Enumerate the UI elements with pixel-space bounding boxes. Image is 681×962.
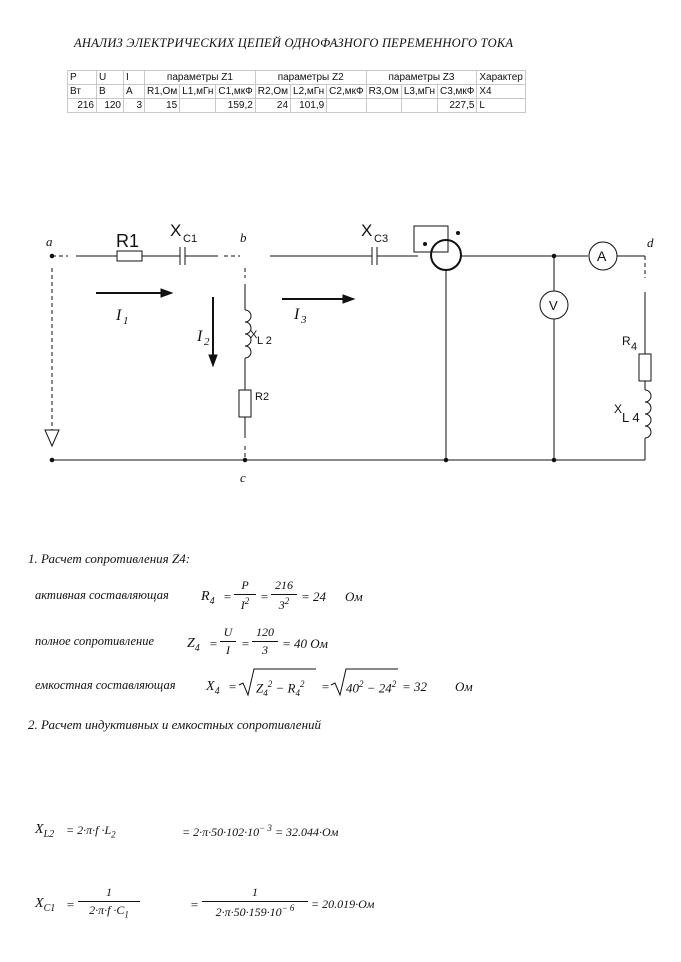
- xc1-sub: C1: [183, 233, 198, 245]
- equals-sign: =: [190, 897, 199, 912]
- table-row: [68, 85, 526, 99]
- fraction-bar: [271, 594, 297, 595]
- table-cell: I: [124, 71, 145, 85]
- r4-lhs: $R_4$: [201, 589, 215, 607]
- current-arrow-i2-head: [209, 355, 217, 366]
- i3-label: I: [294, 306, 300, 323]
- i1-sub: 1: [123, 315, 129, 327]
- denominator: $2\cdot\pi\cdot 50\cdot 159\cdot 10^{- 6}$: [215, 903, 295, 919]
- table-cell: А: [124, 85, 145, 99]
- node-dot: [552, 254, 556, 258]
- xc1-label: X: [170, 221, 182, 240]
- i2-sub: 2: [204, 336, 210, 348]
- wattmeter-coil-box: [414, 226, 448, 252]
- table-cell: X4: [477, 85, 526, 99]
- numerator: P: [241, 578, 249, 592]
- denominator: $I^2$: [240, 596, 250, 612]
- fraction-xc1-calc: [202, 885, 308, 920]
- i1-label: I: [116, 307, 122, 324]
- table-cell: Вт: [68, 85, 97, 99]
- table-cell: 216: [68, 99, 97, 113]
- wattmeter-dot: [424, 243, 427, 246]
- table-cell: P: [68, 71, 97, 85]
- denominator: $3^2$: [278, 596, 290, 612]
- r4-label: R: [622, 334, 631, 348]
- fraction-216-over-32: [271, 578, 297, 613]
- node-c-label: c: [240, 470, 246, 485]
- table-cell: L: [477, 99, 526, 113]
- node-dot: [50, 254, 54, 258]
- table-cell: [401, 99, 437, 113]
- table-cell: 15: [145, 99, 180, 113]
- table-cell: 101,9: [291, 99, 327, 113]
- fraction-u-over-i: [220, 625, 236, 658]
- node-d-label: d: [647, 235, 654, 250]
- table-cell: 3: [124, 99, 145, 113]
- table-cell: параметры Z3: [366, 71, 477, 85]
- table-cell: R1,Ом: [145, 85, 180, 99]
- node-dot: [243, 458, 247, 462]
- xl2-sub: L 2: [257, 335, 272, 347]
- xl4-sub: L 4: [622, 410, 640, 425]
- full-label: полное сопротивление: [35, 634, 155, 648]
- equals-sign: =: [223, 589, 232, 604]
- x4-lhs: $X_4$: [206, 679, 220, 697]
- cap-label: емкостная составляющая: [35, 678, 176, 692]
- table-cell: параметры Z1: [145, 71, 256, 85]
- xc1-lhs: $X_{C1}$: [35, 896, 56, 914]
- xc3-sub: C3: [374, 233, 389, 245]
- xc1-result: = 20.019·Ом: [311, 897, 375, 911]
- equals-sign: =: [209, 636, 218, 651]
- fraction-xc1-definition: [78, 885, 140, 919]
- cap-result: = 32: [402, 679, 428, 694]
- node-b-label: b: [240, 230, 247, 245]
- equals-sign: =: [321, 679, 330, 694]
- source-arrow: [45, 430, 59, 446]
- current-arrow-i1-head: [161, 289, 172, 297]
- wattmeter-dot: [457, 232, 460, 235]
- xl2-definition: = $2\cdot\pi\cdot f \cdot L_2$: [66, 823, 116, 840]
- table-cell: В: [97, 85, 124, 99]
- table-cell: параметры Z2: [255, 71, 366, 85]
- table-cell: 120: [97, 99, 124, 113]
- equals-sign: =: [260, 589, 269, 604]
- active-label: активная составляющая: [35, 588, 169, 602]
- xl2-calc: = $2\cdot\pi\cdot 50\cdot 102\cdot 10^{- 3} = 32.044\cdot Ом$: [182, 823, 339, 839]
- denominator: $2\cdot\pi\cdot f \cdot C_1$: [89, 903, 129, 920]
- numerator: 120: [256, 625, 274, 639]
- current-arrow-i3-head: [343, 295, 354, 303]
- xl4-label: X: [614, 402, 623, 416]
- table-cell: C2,мкФ: [327, 85, 366, 99]
- table-cell: C3,мкФ: [437, 85, 476, 99]
- parameters-table: [67, 70, 526, 113]
- active-result: = 24: [301, 589, 327, 604]
- r4-sub: 4: [631, 341, 638, 353]
- resistor-r2: [239, 390, 251, 417]
- resistor-r1: [117, 251, 142, 261]
- table-cell: R3,Ом: [366, 85, 401, 99]
- fraction-bar: [252, 641, 278, 642]
- node-dot: [552, 458, 556, 462]
- cap-unit: Ом: [455, 679, 473, 694]
- fraction-bar: [78, 901, 140, 902]
- z4-lhs: $Z_4$: [187, 636, 200, 654]
- equals-sign: =: [66, 897, 75, 912]
- table-cell: R2,Ом: [255, 85, 290, 99]
- equals-sign: =: [228, 679, 237, 694]
- table-cell: 227,5: [437, 99, 476, 113]
- table-cell: 24: [255, 99, 290, 113]
- ammeter-label: A: [597, 248, 607, 264]
- table-cell: [366, 99, 401, 113]
- voltmeter-label: V: [549, 298, 558, 313]
- denominator: 3: [262, 643, 268, 657]
- numerator: 216: [275, 578, 293, 592]
- resistor-r4: [639, 354, 651, 381]
- equals-sign: =: [241, 636, 250, 651]
- node-a-label: a: [46, 234, 53, 249]
- fraction-bar: [220, 641, 236, 642]
- table-cell: [180, 99, 216, 113]
- table-cell: L3,мГн: [401, 85, 437, 99]
- r1-label: R1: [116, 231, 140, 251]
- fraction-120-over-3: [252, 625, 278, 658]
- sqrt-numbers: $40^2 - 24^2$: [346, 679, 397, 696]
- i2-label: I: [197, 328, 203, 345]
- fraction-bar: [202, 901, 308, 902]
- table-cell: C1,мкФ: [216, 85, 255, 99]
- full-result: = 40 Ом: [282, 636, 328, 651]
- section2-heading: 2. Расчет индуктивных и емкостных сопротивлений: [28, 717, 322, 732]
- table-cell: [327, 99, 366, 113]
- denominator: I: [226, 643, 230, 657]
- wattmeter: [431, 240, 461, 270]
- sqrt-expression: $Z_4^2 - R_4^2$: [256, 679, 305, 698]
- inductor-l4: [645, 390, 651, 438]
- table-row: [68, 71, 526, 85]
- numerator: 1: [252, 885, 258, 899]
- numerator: U: [223, 625, 233, 639]
- fraction-bar: [234, 594, 256, 595]
- table-row: [68, 99, 526, 113]
- node-dot: [444, 458, 448, 462]
- xl2-lhs: $X_{L2}$: [35, 822, 55, 840]
- circuit-diagram: [0, 200, 681, 500]
- page-title: АНАЛИЗ ЭЛЕКТРИЧЕСКИХ ЦЕПЕЙ ОДНОФАЗНОГО ПЕРЕМЕННОГО ТОКА: [74, 36, 514, 50]
- r2-label: R2: [255, 391, 270, 403]
- node-dot: [50, 458, 54, 462]
- xc3-label: X: [361, 221, 373, 240]
- table-cell: 159,2: [216, 99, 255, 113]
- numerator: 1: [106, 885, 112, 899]
- fraction-p-over-i2: [234, 578, 256, 613]
- i3-sub: 3: [301, 314, 307, 326]
- active-unit: Ом: [345, 589, 363, 604]
- table-cell: L2,мГн: [291, 85, 327, 99]
- table-cell: Характер: [477, 71, 526, 85]
- table-cell: U: [97, 71, 124, 85]
- section1-heading: 1. Расчет сопротивления Z4:: [28, 551, 191, 566]
- xl2-label: X: [250, 329, 258, 341]
- table-cell: L1,мГн: [180, 85, 216, 99]
